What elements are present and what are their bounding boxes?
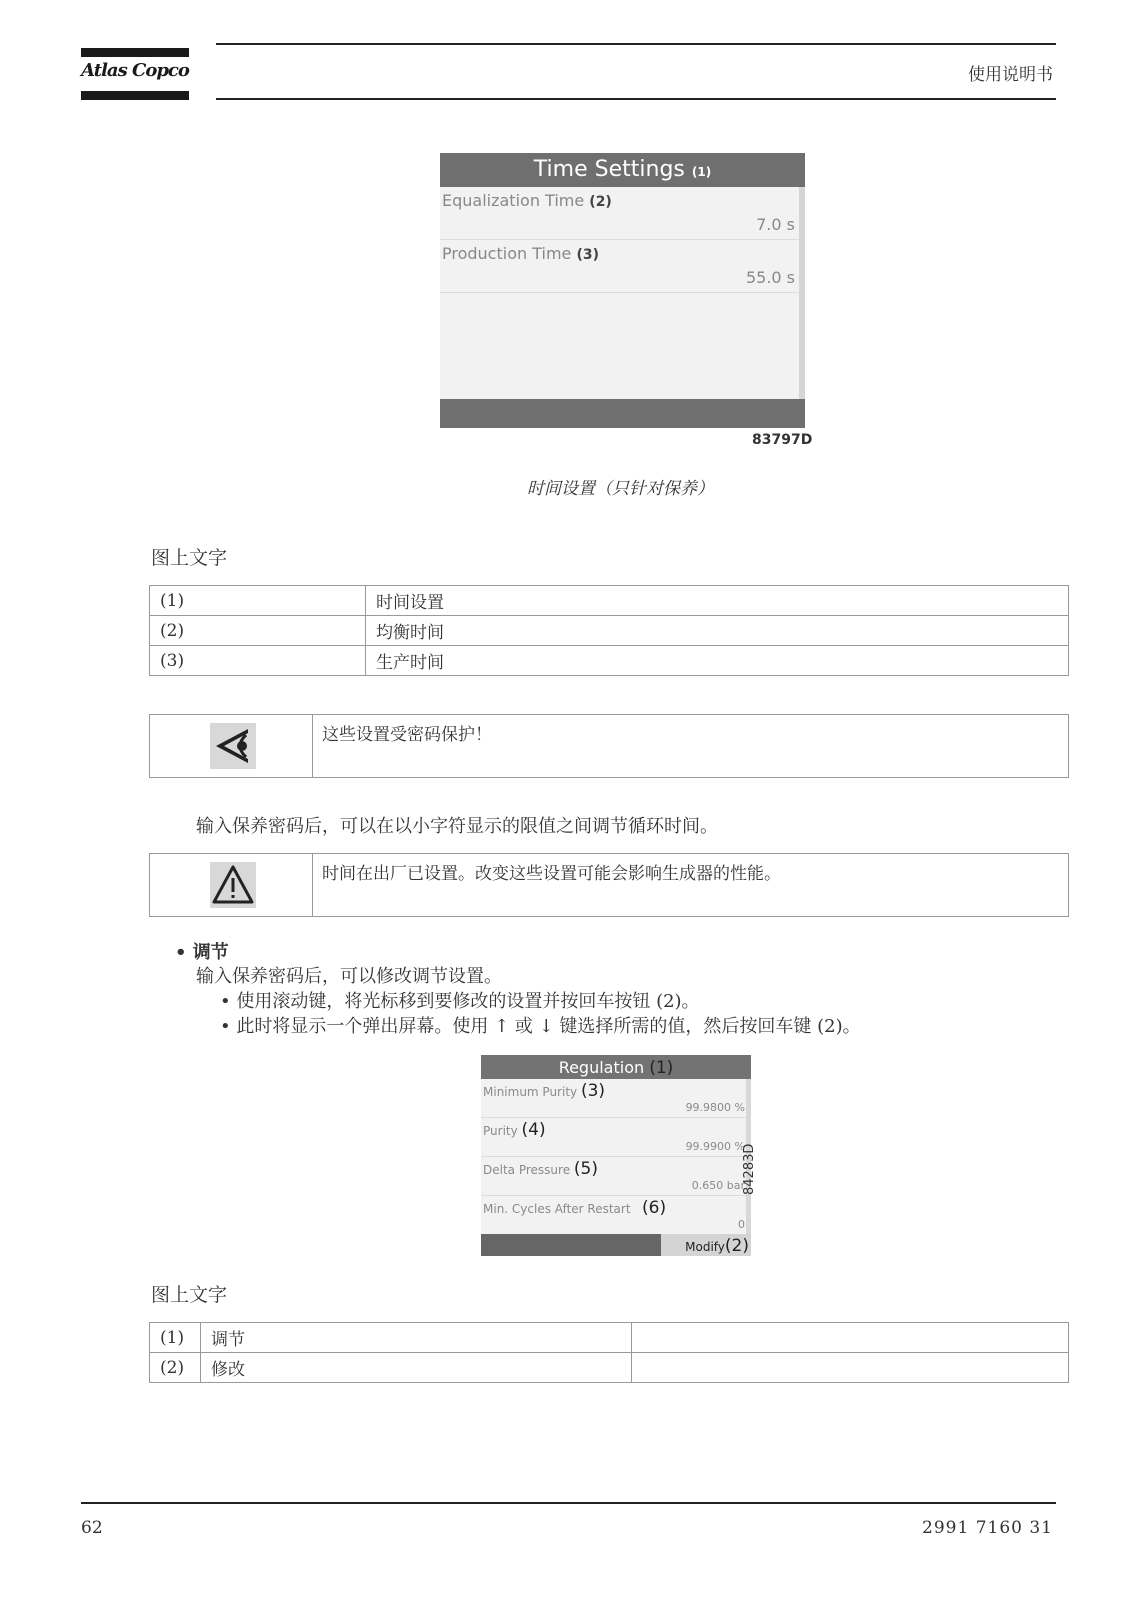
settings-row: Minimum Purity (3) 99.9800 %: [481, 1079, 751, 1118]
figure-code: 84283D: [742, 1143, 757, 1195]
header-rule-bottom: [216, 98, 1056, 100]
eye-icon: [210, 723, 256, 769]
doc-number: 2991 7160 31: [922, 1518, 1053, 1538]
legend-table: [149, 585, 1069, 676]
table-row: (3) 生产时间: [150, 646, 1069, 676]
warning-box: [149, 853, 1069, 917]
paragraph: 输入保养密码后，可以在以小字符显示的限值之间调节循环时间。: [196, 816, 718, 837]
table-row: (1) 时间设置: [150, 586, 1069, 616]
regulation-intro: 输入保养密码后，可以修改调节设置。: [196, 966, 502, 987]
settings-row: Equalization Time (2) 7.0 s: [440, 187, 805, 240]
note-text: 这些设置受密码保护！: [322, 725, 492, 745]
note-box: [149, 714, 1069, 778]
page-number: 62: [81, 1518, 103, 1538]
screen-footer: [481, 1234, 751, 1256]
screen-title: Time Settings (1): [440, 153, 805, 187]
time-settings-screen: [440, 153, 805, 428]
regulation-screen: [481, 1055, 751, 1256]
screen-title: Regulation (1): [481, 1055, 751, 1079]
header-rule-top: [216, 43, 1056, 45]
legend-heading: 图上文字: [151, 547, 228, 569]
table-row: (2) 均衡时间: [150, 616, 1069, 646]
warning-icon: [210, 862, 256, 908]
settings-row: Production Time (3) 55.0 s: [440, 240, 805, 293]
modify-button: Modify(2): [661, 1234, 751, 1256]
brand-name: Atlas Copco: [81, 60, 189, 81]
warning-text: 时间在出厂已设置。改变这些设置可能会影响生成器的性能。: [322, 864, 781, 884]
brand-logo: [81, 48, 189, 100]
table-row: (1) 调节: [150, 1323, 1069, 1353]
legend-table: [149, 1322, 1069, 1383]
table-row: (2) 修改: [150, 1353, 1069, 1383]
screen-scrollbar: [799, 187, 805, 399]
legend-heading: 图上文字: [151, 1284, 228, 1306]
footer-rule: [81, 1502, 1056, 1504]
doc-title: 使用说明书: [968, 65, 1053, 85]
settings-row: Delta Pressure (5) 0.650 bar: [481, 1157, 751, 1196]
settings-row: Purity (4) 99.9900 %: [481, 1118, 751, 1157]
screen-footer: [440, 399, 805, 428]
bullet-heading: • 调节: [175, 942, 229, 963]
step-item: • 此时将显示一个弹出屏幕。使用 ↑ 或 ↓ 键选择所需的值，然后按回车键 (2)。: [220, 1016, 861, 1037]
step-item: • 使用滚动键，将光标移到要修改的设置并按回车按钮 (2)。: [220, 991, 700, 1012]
settings-row: Min. Cycles After Restart (6) 0: [483, 1198, 745, 1231]
figure-code: 83797D: [752, 432, 813, 448]
figure-caption: 时间设置（只针对保养）: [527, 479, 714, 499]
